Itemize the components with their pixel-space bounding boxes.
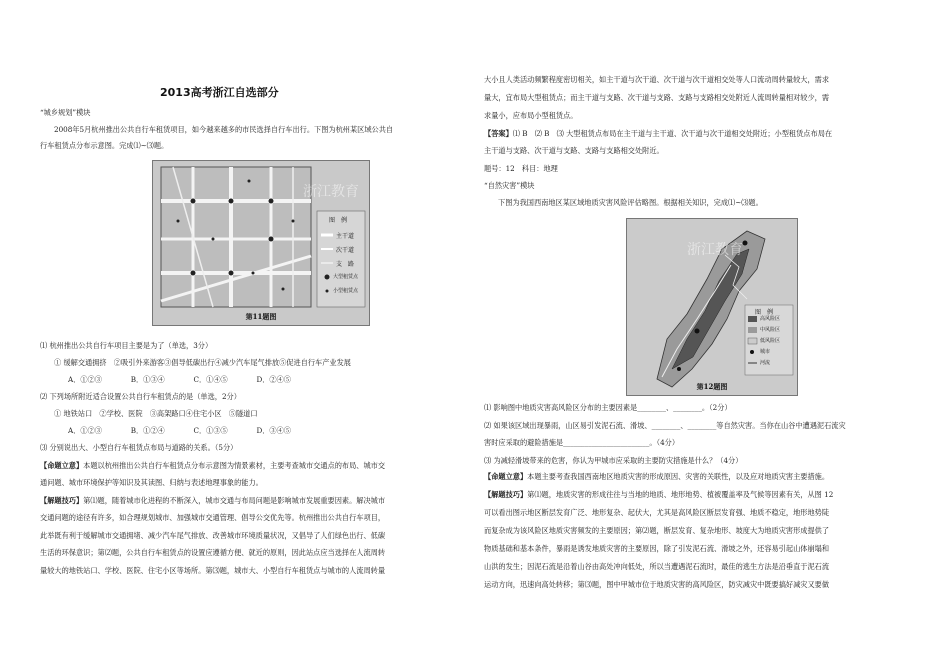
- fig12-legend-item: 城市: [760, 349, 771, 355]
- intro-line-2: 行车租赁点分布示意图。完成⑴~⑶题。: [40, 141, 169, 150]
- tips-line: [40, 496, 470, 506]
- tips-line: 山洪的发生；因泥石流是沿着山谷由高处冲向低处，所以当遭遇泥石流时，最佳的逃生方法是沿垂直于泥石流: [484, 562, 830, 571]
- answer-text: ⑴ B ⑵ B ⑶ 大型租赁点布局在主干道与主干道、次干道与次干道相交处附近；小型租赁点布局在: [512, 129, 833, 138]
- question-3: ⑶ 为减轻滑坡带来的危害，你认为甲城市应采取的主要防灾措施是什么？（4分）: [484, 456, 743, 465]
- tips-text: 第⑴题，地质灾害的形成往往与当地的地质、地形地势、植被覆盖率及气候等因素有关，从图 12: [527, 490, 834, 499]
- module-heading-urban-planning: “城乡规划”模块: [40, 108, 91, 117]
- continued-line: 大小且人类活动频繁程度密切相关，如主干道与次干道、次干道与次干道相交处等人口流动周转量较大，需求: [484, 75, 830, 84]
- question-1: ⑴ 杭州推出公共自行车项目主要是为了（单选，3分）: [40, 341, 213, 350]
- watermark: 浙江教育: [303, 184, 359, 200]
- tips-line: 量较大的地铁站口、学校、医院、住宅小区等场所。第⑶题，城市大、小型自行车租赁点与城市的人流周转量: [40, 566, 386, 575]
- fig12-legend-title: 图 例: [755, 309, 774, 316]
- figure-12-map: [626, 218, 798, 396]
- tips-label: 【解题技巧】: [484, 490, 528, 499]
- question-2-line-2: 害时应采取的避险措施是________________________。（4分）: [484, 438, 680, 447]
- fig11-legend-item: 次干道: [336, 247, 355, 254]
- fig11-legend-item: 支 路: [336, 261, 355, 268]
- page-title: 2013高考浙江自选部分: [160, 86, 279, 99]
- intent-text: 本题主要考查我国西南地区地质灾害的形成原因、灾害的关联性，以及应对地质灾害主要措施。: [527, 472, 830, 481]
- fig12-legend-item: 高风险区: [760, 316, 781, 322]
- intent-paragraph: [484, 472, 914, 482]
- continued-line: 量大，宜布局大型租赁点；而主干道与支路、次干道与支路、支路与支路相交处附近人流周转量相对较少，需: [484, 93, 830, 102]
- question-meta: 题号：12 科目：地理: [484, 164, 558, 173]
- tips-line: 生活的环保意识；第⑵题，公共自行车租赁点的设置应遵循方便、就近的原则，因此站点应当选择在人流周转: [40, 548, 386, 557]
- answer-line-1: [484, 129, 914, 139]
- question-2-line-1: ⑵ 如果该区域出现暴雨，山区易引发泥石流、滑坡、________、________等自然灾害。当你在山谷中遭遇泥石流灾: [484, 421, 846, 430]
- watermark: 浙江教育: [687, 242, 743, 258]
- fig12-legend-item: 低风险区: [760, 338, 781, 344]
- question-1: ⑴ 影响图中地质灾害高风险区分布的主要因素是________、________。（2分）: [484, 403, 732, 412]
- tips-label: 【解题技巧】: [40, 496, 84, 505]
- question-2-choices: A．①②③ B．①②④ C．①③⑤ D．③④⑤: [68, 426, 291, 435]
- intent-text: 本题以杭州推出公共自行车租赁点分布示意图为情景素材，主要考查城市交通点的布局、城市交: [83, 461, 386, 470]
- intent-label: 【命题立意】: [484, 472, 528, 481]
- tips-line: [484, 490, 914, 500]
- tips-line: 交通问题的途径有许多，如合理规划城市、加强城市交通管理、倡导公交优先等。杭州推出公共自行车项目，: [40, 513, 386, 522]
- tips-line: 而复杂成为该风险区地质灾害频发的主要原因；第⑵题，断层发育、复杂地形、坡度大为地质灾害形成提供了: [484, 526, 830, 535]
- tips-line: 此举既有利于缓解城市交通拥堵、减少汽车尾气排放、改善城市环境质量状况，又倡导了人们绿色出行、低碳: [40, 531, 386, 540]
- fig11-legend-title: 图 例: [329, 217, 348, 224]
- question-1-choices: A．①②③ B．①③④ C．①④⑤ D．②④⑤: [68, 375, 291, 384]
- module-heading-natural-disasters: “自然灾害”模块: [484, 181, 535, 190]
- fig11-legend-item: 主干道: [336, 233, 355, 240]
- tips-line: 可以看出图示地区断层发育广泛、地形复杂、起伏大，尤其是高风险区断层发育强、地质不稳定，地形地势陡: [484, 508, 830, 517]
- figure-12-caption: 第12题图: [696, 382, 728, 391]
- question-1-options: ① 缓解交通拥挤 ②吸引外来游客③倡导低碳出行④减少汽车尾气排放⑤促进自行车产业发展: [54, 358, 351, 367]
- intro-line: 下图为我国西南地区某区域地质灾害风险评估略图。根据相关知识，完成⑴~⑶题。: [498, 198, 763, 207]
- fig12-legend-item: 中风险区: [760, 327, 781, 333]
- question-3: ⑶ 分别说出大、小型自行车租赁点布局与道路的关系。（5分）: [40, 443, 238, 452]
- question-2: ⑵ 下列场所附近适合设置公共自行车租赁点的是（单选，2分）: [40, 392, 241, 401]
- figure-11-caption: 第11题图: [245, 312, 277, 321]
- intent-paragraph-2: 通问题、城市环境保护等知识及其读图、归纳与表述地理事象的能力。: [40, 478, 263, 487]
- figure-11-map: [152, 160, 370, 326]
- fig11-legend-item: 小型租赁点: [333, 288, 359, 294]
- intent-label: 【命题立意】: [40, 461, 84, 470]
- question-2-options: ① 地铁站口 ②学校、医院 ③高架路口④住宅小区 ⑤隧道口: [54, 409, 258, 418]
- answer-line-2: 主干道与支路、次干道与支路、支路与支路相交处附近。: [484, 146, 664, 155]
- tips-text: 第⑴题，随着城市化进程的不断深入，城市交通与布局问题是影响城市发展重要因素。解决城市: [83, 496, 386, 505]
- tips-line: 物质基础和基本条件，暴雨是诱发地质灾害的主要原因，除了引发泥石流、滑坡之外，还容易引起山体崩塌和: [484, 544, 830, 553]
- fig12-legend-item: 河流: [760, 360, 771, 366]
- intro-line-1: 2008年5月杭州推出公共自行车租赁项目，如今越来越多的市民选择自行车出行。下图为杭州某区域公共自: [54, 125, 394, 134]
- continued-line: 求量小，应布局小型租赁点。: [484, 111, 578, 120]
- fig11-legend-item: 大型租赁点: [333, 274, 359, 280]
- answer-label: 【答案】: [484, 129, 513, 138]
- intent-paragraph-1: [40, 461, 470, 471]
- tips-line: 运动方向，迅速向高处转移；第⑶题，图中甲城市位于地质灾害的高风险区，防灾减灾中既要搞好减灾又要做: [484, 580, 830, 589]
